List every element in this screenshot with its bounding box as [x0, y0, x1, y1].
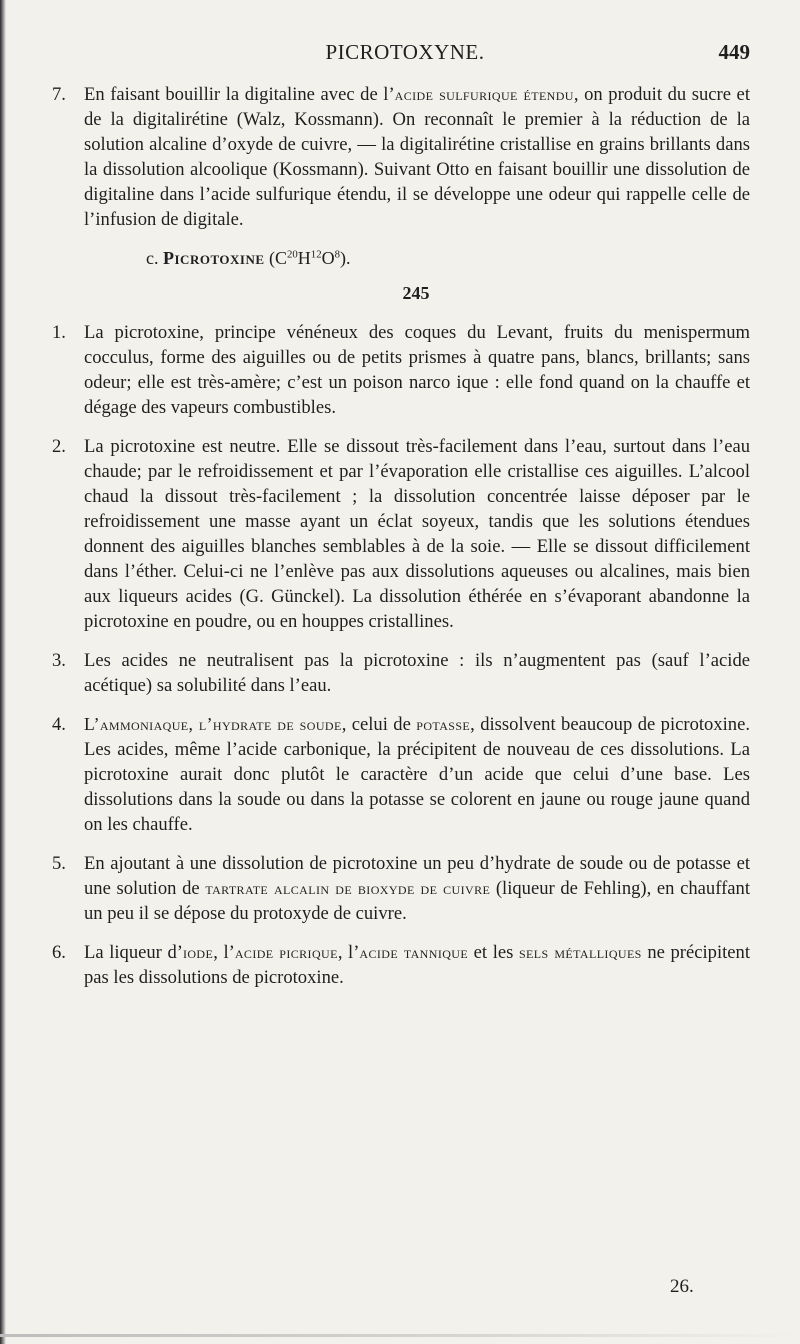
paragraph-text: En faisant bouillir la digitaline avec de l’ [84, 84, 395, 105]
formula-subscript: 8 [334, 248, 340, 261]
paragraph-text: En ajoutant à une dissolution de picrotoxine un peu d’hydrate de soude ou de potasse et une solution de [84, 853, 750, 899]
paragraph-number: 7. [52, 84, 66, 105]
paragraph-text: , l’ [213, 942, 235, 963]
article-number: 245 [402, 283, 430, 303]
paragraph-text: et les [468, 942, 519, 963]
page-binding-edge [0, 0, 6, 1344]
section-prefix: c. [146, 248, 159, 268]
small-caps-term: acide tannique [359, 942, 469, 962]
paragraph-text: , l’ [337, 942, 360, 963]
paragraph-text: La picrotoxine est neutre. Elle se dissout très-facilement dans l’eau, surtout dans l’eau chaude; par le refroidissement et par l’évaporation elle cristallise ces aiguilles. L’alcool chaud la dissout très-facilement ; la dissolution concentrée laisse déposer par le refroidissement une masse ayant un éclat soyeux, tandis que les solutions étendues donnent des aiguilles blanches semblables à de la soie. — Elle se dissout difficilement dans l’éther. Celui-ci ne l’enlève pas aux dissolutions aqueuses ou alcalines, mais bien aux liqueurs acides (G. Günckel). La dissolution éthérée en s’évaporant abandonne la picrotoxine en poudre, ou en houppes cristallines. [84, 436, 750, 632]
paragraph-6 [52, 940, 750, 990]
formula-part: O [321, 248, 335, 268]
formula-subscript: 12 [310, 248, 322, 261]
running-header [60, 40, 750, 70]
paragraph-text: , celui de [341, 714, 417, 735]
paragraph-4 [52, 712, 750, 837]
paragraph-text: ne précipitent pas les dissolutions de picrotoxine. [84, 942, 751, 988]
paragraph-1 [52, 320, 750, 420]
small-caps-term: L’ammoniaque, l’hydrate de soude [84, 714, 342, 734]
small-caps-term: tartrate alcalin de bioxyde de cuivre [205, 878, 491, 898]
page-bottom-edge [0, 1334, 800, 1337]
formula-subscript: 20 [287, 248, 298, 261]
small-caps-term: potasse [416, 714, 471, 734]
paragraph-text: La picrotoxine, principe vénéneux des coques du Levant, fruits du menispermum cocculus, forme des aiguilles ou de petits prismes à quatre pans, blancs, brillants; sans odeur; elle est très-amère; c’est un poison narco ique : elle fond quand on la chauffe et dégage des vapeurs combustibles. [84, 322, 750, 418]
paragraph-number: 2. [52, 436, 66, 457]
small-caps-term: acide sulfurique étendu [394, 84, 574, 104]
page-body [52, 82, 750, 1004]
formula-part: H [297, 248, 311, 268]
running-title: PICROTOXYNE. [325, 40, 485, 64]
chemical-formula [269, 248, 351, 268]
page-number: 449 [718, 40, 750, 64]
paragraph-number: 5. [52, 853, 66, 874]
paragraph-5 [52, 851, 750, 926]
paragraph-text: Les acides ne neutralisent pas la picrotoxine : ils n’augmentent pas (sauf l’acide acétique) sa solubilité dans l’eau. [84, 650, 750, 696]
paragraph-text: , dissolvent beaucoup de picrotoxine. Les acides, même l’acide carbonique, la précipitent de nouveau de ces dissolutions. La picrotoxine aurait donc plutôt le caractère d’un acide que celui d’une base. Les dissolutions dans la soude ou dans la potasse se colorent en jaune ou rouge jaune quand on les chauffe. [84, 714, 750, 835]
paragraph-text: , on produit du sucre et de la digitalirétine (Walz, Kossmann). On reconnaît le premier à la réduction de la solution alcaline d’oxyde de cuivre, — la digitalirétine cristallise en grains brillants dans la dissolution alcoolique (Kossmann). Suivant Otto en faisant bouillir une dissolution de digitaline dans l’acide sulfurique étendu, il se développe une odeur qui rappelle celle de l’infusion de digitale. [84, 84, 750, 230]
paragraph-number: 3. [52, 650, 66, 671]
section-name: Picrotoxine [163, 248, 265, 268]
paragraph-3 [52, 648, 750, 698]
formula-part: (C [269, 248, 287, 268]
paragraph-text: (liqueur de Fehling), en chauffant un peu il se dépose du protoxyde de cuivre. [84, 878, 750, 924]
section-heading [52, 246, 750, 271]
formula-part: ). [340, 248, 351, 268]
small-caps-term: sels métalliques [518, 942, 642, 962]
signature-mark: 26. [670, 1276, 694, 1297]
paragraph-number: 1. [52, 322, 66, 343]
paragraph-number: 6. [52, 942, 66, 963]
small-caps-term: iode [182, 942, 214, 962]
paragraph-7 [52, 82, 750, 232]
paragraph-2 [52, 434, 750, 634]
paragraph-number: 4. [52, 714, 66, 735]
paragraph-text: La liqueur d’ [84, 942, 183, 963]
small-caps-term: acide picrique [234, 942, 338, 962]
